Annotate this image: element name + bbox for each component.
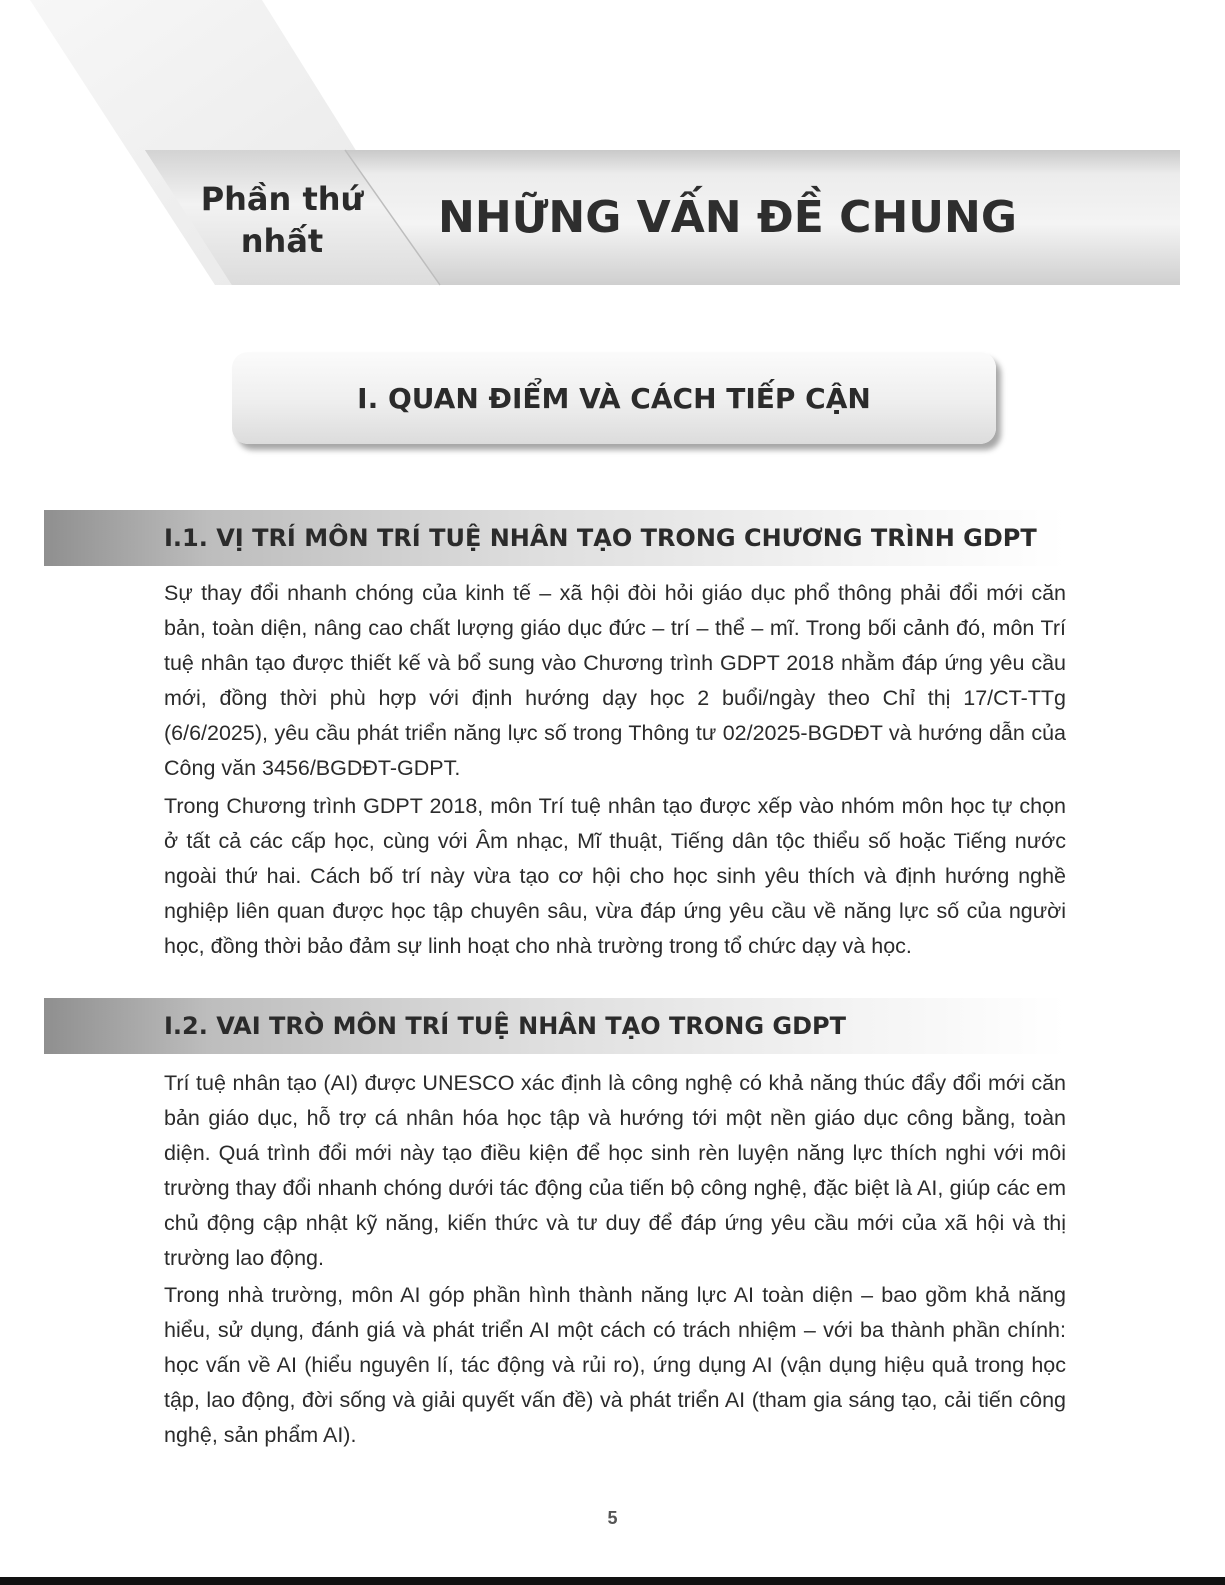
part-title: NHỮNG VẤN ĐỀ CHUNG (438, 192, 1017, 243)
paragraph: Sự thay đổi nhanh chóng của kinh tế – xã hội đòi hỏi giáo dục phổ thông phải đổi mới căn bản, toàn diện, nâng cao chất lượng giáo dục đức – trí – thể – mĩ. Trong bối cảnh đó, môn Trí tuệ nhân tạo được thiết kế và bổ sung vào Chương trình GDPT 2018 nhằm đáp ứng yêu cầu mới, đồng thời phù hợp với định hướng dạy học 2 buổi/ngày theo Chỉ thị 17/CT-TTg (6/6/2025), yêu cầu phát triển năng lực số trong Thông tư 02/2025-BGDĐT và hướng dẫn của Công văn 3456/BGDĐT-GDPT. (164, 581, 1066, 780)
bottom-edge-line (0, 1577, 1225, 1585)
paragraph: Trong Chương trình GDPT 2018, môn Trí tuệ nhân tạo được xếp vào nhóm môn học tự chọn ở tất cả các cấp học, cùng với Âm nhạc, Mĩ thuật, Tiếng dân tộc thiểu số hoặc Tiếng nước ngoài thứ hai. Cách bố trí này vừa tạo cơ hội cho học sinh yêu thích và định hướng nghề nghiệp liên quan được học tập chuyên sâu, vừa đáp ứng yêu cầu về năng lực số của người học, đồng thời bảo đảm sự linh hoạt cho nhà trường trong tổ chức dạy và học. (164, 794, 1066, 958)
subsection-title: I.2. VAI TRÒ MÔN TRÍ TUỆ NHÂN TẠO TRONG GDPT (164, 1012, 846, 1040)
section-title: I. QUAN ĐIỂM VÀ CÁCH TIẾP CẬN (357, 381, 871, 415)
subsection-heading-2 (44, 998, 1066, 1054)
paragraph: Trong nhà trường, môn AI góp phần hình thành năng lực AI toàn diện – bao gồm khả năng hiểu, sử dụng, đánh giá và phát triển AI một cách có trách nhiệm – với ba thành phần chính: học vấn về AI (hiểu nguyên lí, tác động và rủi ro), ứng dụng AI (vận dụng hiệu quả trong học tập, lao động, đời sống và giải quyết vấn đề) và phát triển AI (tham gia sáng tạo, cải tiến công nghệ, sản phẩm AI). (164, 1283, 1066, 1447)
paragraph: Trí tuệ nhân tạo (AI) được UNESCO xác định là công nghệ có khả năng thúc đẩy đổi mới căn bản giáo dục, hỗ trợ cá nhân hóa học tập và hướng tới một nền giáo dục công bằng, toàn diện. Quá trình đổi mới này tạo điều kiện để học sinh rèn luyện năng lực thích nghi với môi trường thay đổi nhanh chóng dưới tác động của tiến bộ công nghệ, đặc biệt là AI, giúp các em chủ động cập nhật kỹ năng, kiến thức và tư duy để đáp ứng yêu cầu mới của xã hội và thị trường lao động. (164, 1071, 1066, 1270)
part-label: Phần thứ nhất (200, 180, 364, 260)
page-number: 5 (607, 1508, 618, 1528)
header-decoration (0, 0, 1225, 300)
section-heading-box (232, 352, 996, 444)
subsection-title: I.1. VỊ TRÍ MÔN TRÍ TUỆ NHÂN TẠO TRONG CHƯƠNG TRÌNH GDPT (164, 524, 1037, 552)
subsection-heading-1 (44, 510, 1066, 566)
